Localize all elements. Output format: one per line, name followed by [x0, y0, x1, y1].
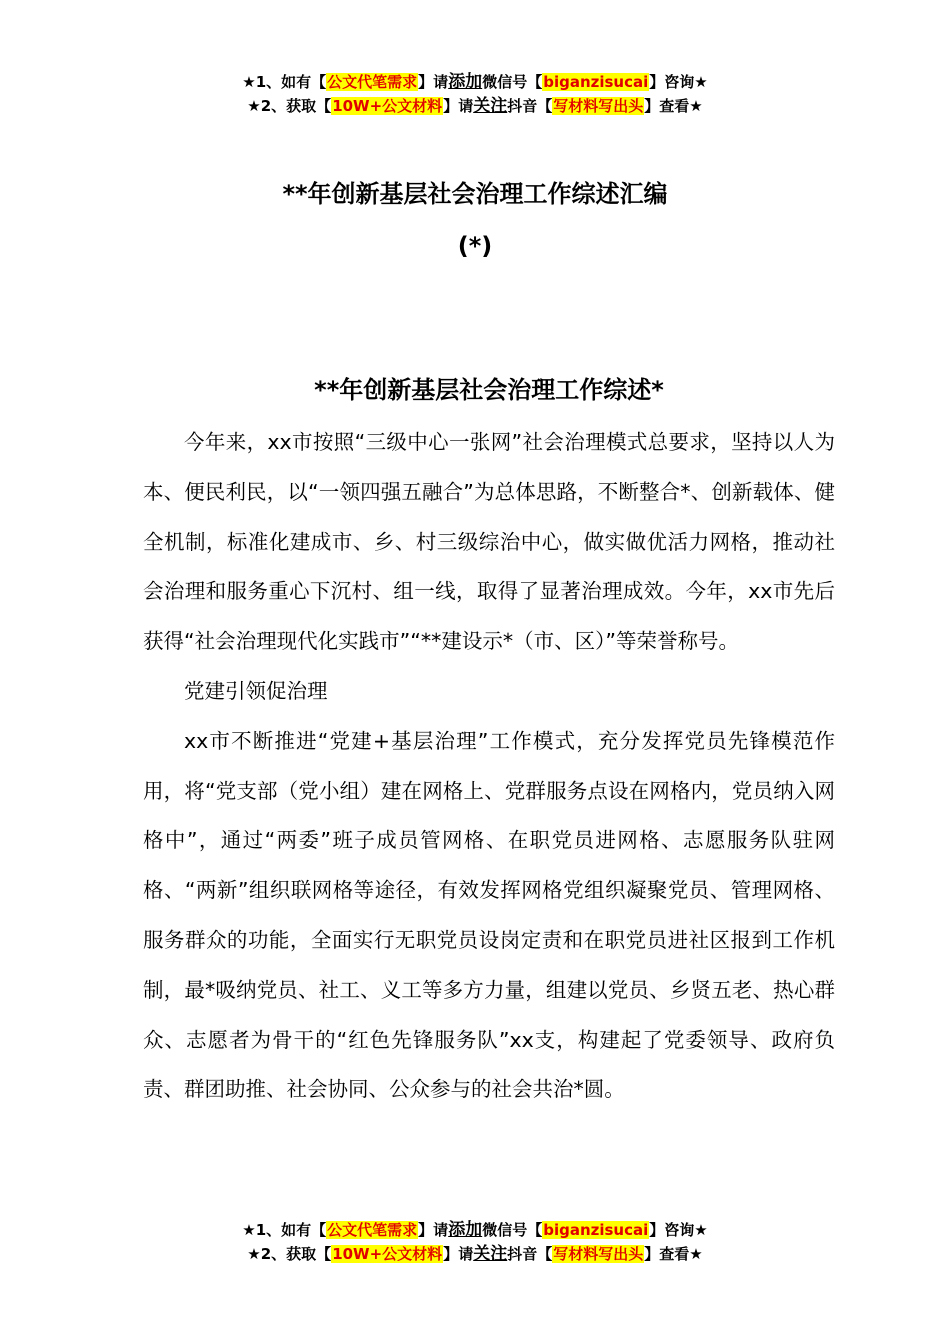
ad-highlight: 写材料写出头 — [553, 1245, 644, 1263]
ad-highlight: 公文代笔需求 — [327, 73, 418, 91]
document-title-block — [0, 174, 950, 266]
ad-line-1: ★1、如有【公文代笔需求】请添加微信号【biganzisucai】咨询★ — [242, 72, 708, 92]
ad-highlight: biganzisucai — [543, 73, 649, 91]
ad-highlight: 10W+公文材料 — [332, 97, 443, 115]
document-title: **年创新基层社会治理工作综述汇编 — [282, 180, 668, 208]
ad-emphasis: 添加 — [448, 1220, 483, 1240]
document-subtitle: (*) — [457, 232, 493, 260]
ad-line-2: ★2、获取【10W+公文材料】请关注抖音【写材料写出头】查看★ — [247, 1244, 703, 1264]
paragraph-intro: 今年来，xx市按照“三级中心一张网”社会治理模式总要求，坚持以人为本、便民利民，以“一领四强五融合”为总体思路，不断整合*、创新载体、健全机制，标准化建成市、乡、村三级综治中心，做实做优活力网格，推动社会治理和服务重心下沉村、组一线，取得了显著治理成效。今年，xx市先后获得“社会治理现代化实践市”“**建设示*（市、区）”等荣誉称号。 — [143, 430, 835, 654]
ad-line-2: ★2、获取【10W+公文材料】请关注抖音【写材料写出头】查看★ — [247, 96, 703, 116]
ad-highlight: 公文代笔需求 — [327, 1221, 418, 1239]
ad-highlight: 10W+公文材料 — [332, 1245, 443, 1263]
paragraph-heading: 党建引领促治理 — [184, 678, 328, 703]
ad-emphasis: 关注 — [473, 96, 508, 116]
ad-banner-top — [0, 70, 950, 118]
ad-highlight: 写材料写出头 — [553, 97, 644, 115]
ad-line-1: ★1、如有【公文代笔需求】请添加微信号【biganzisucai】咨询★ — [242, 1220, 708, 1240]
ad-emphasis: 关注 — [473, 1244, 508, 1264]
ad-emphasis: 添加 — [448, 72, 483, 92]
ad-highlight: biganzisucai — [543, 1221, 649, 1239]
section-title: **年创新基层社会治理工作综述* — [314, 376, 664, 404]
article-body — [143, 368, 835, 1115]
ad-banner-bottom — [0, 1218, 950, 1266]
paragraph-party-building: xx市不断推进“党建+基层治理”工作模式，充分发挥党员先锋模范作用，将“党支部（党小组）建在网格上、党群服务点设在网格内，党员纳入网格中”，通过“两委”班子成员管网格、在职党员进网格、志愿服务队驻网格、“两新”组织联网格等途径，有效发挥网格党组织凝聚党员、管理网格、服务群众的功能，全面实行无职党员设岗定责和在职党员进社区报到工作机制，最*吸纳党员、社工、义工等多方力量，组建以党员、乡贤五老、热心群众、志愿者为骨干的“红色先锋服务队”xx支，构建起了党委领导、政府负责、群团助推、社会协同、公众参与的社会共治*圆。 — [143, 728, 835, 1102]
